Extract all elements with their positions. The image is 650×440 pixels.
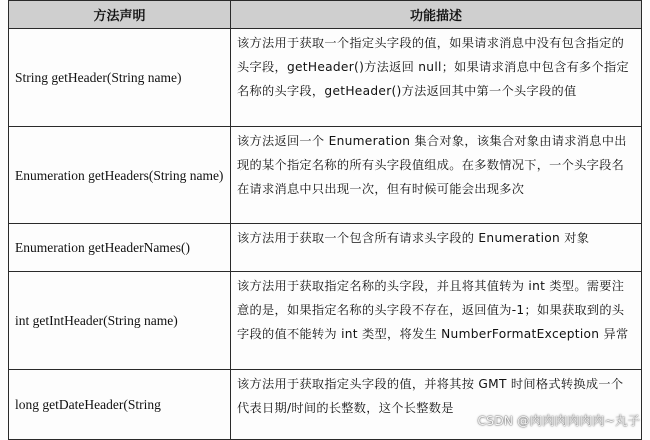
description-cell: 该方法返回一个 Enumeration 集合对象，该集合对象由请求消息中出现的某个指定名称的所有头字段值组成。在多数情况下，一个头字段名在请求消息中只出现一次，但有时候可能会出现多次 xyxy=(231,127,642,224)
method-cell: long getDateHeader(String xyxy=(9,370,231,440)
method-cell: int getIntHeader(String name) xyxy=(9,272,231,370)
description-cell: 该方法用于获取指定头字段的值，并将其按 GMT 时间格式转换成一个代表日期/时间的长整数，这个长整数是 xyxy=(231,370,642,440)
header-method: 方法声明 xyxy=(9,1,231,29)
description-cell: 该方法用于获取一个指定头字段的值，如果请求消息中没有包含指定的头字段，getHeader()方法返回 null；如果请求消息中包含有多个指定名称的头字段，getHeader()方法返回其中第一个头字段的值 xyxy=(231,29,642,127)
method-table xyxy=(8,0,642,440)
method-cell: String getHeader(String name) xyxy=(9,29,231,127)
method-cell: Enumeration getHeaders(String name) xyxy=(9,127,231,224)
description-cell: 该方法用于获取一个包含所有请求头字段的 Enumeration 对象 xyxy=(231,224,642,272)
table-header-row xyxy=(9,1,642,29)
table-row xyxy=(9,224,642,272)
table-row xyxy=(9,370,642,440)
csdn-watermark: CSDN @肉肉肉肉肉肉~丸子 xyxy=(477,413,640,428)
table-row xyxy=(9,29,642,127)
table-row xyxy=(9,127,642,224)
header-description: 功能描述 xyxy=(231,1,642,29)
description-cell: 该方法用于获取指定名称的头字段，并且将其值转为 int 类型。需要注意的是，如果指定名称的头字段不存在，返回值为-1；如果获取到的头字段的值不能转为 int 类型，将发生 NumberFormatException 异常 xyxy=(231,272,642,370)
table-row xyxy=(9,272,642,370)
method-cell: Enumeration getHeaderNames() xyxy=(9,224,231,272)
